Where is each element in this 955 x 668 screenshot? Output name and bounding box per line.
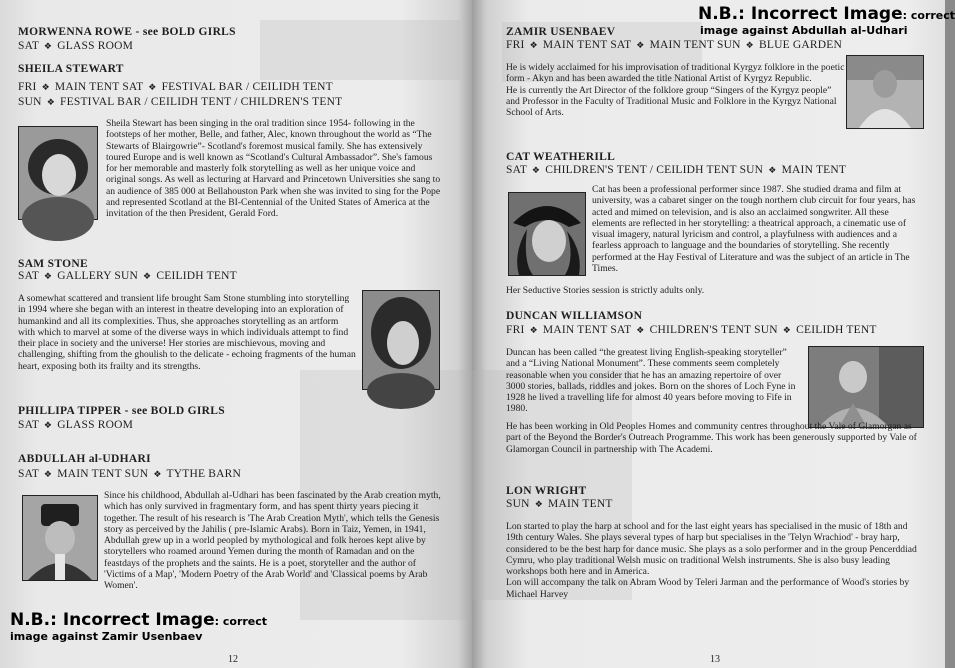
portrait-image <box>19 127 97 219</box>
venue-label: GALLERY SUN <box>54 270 142 282</box>
portrait-image <box>809 347 923 427</box>
portrait-image <box>847 56 923 128</box>
incorrect-image-notice <box>698 4 955 37</box>
photo-sheila-stewart <box>18 126 98 220</box>
show-through-shadow <box>260 20 460 80</box>
entry-name-morwenna-rowe: MORWENNA ROWE - see BOLD GIRLS <box>18 26 236 38</box>
venue-label: MAIN TENT SAT <box>539 324 635 336</box>
entry-body <box>506 521 918 600</box>
notice-heading: N.B.: Incorrect Image <box>10 610 215 630</box>
notice-detail: image against Zamir Usenbaev <box>10 630 203 643</box>
diamond-bullet-icon: ❖ <box>43 469 53 479</box>
entry-body <box>18 293 356 372</box>
incorrect-image-notice <box>10 610 267 643</box>
day-label: SAT <box>18 468 42 480</box>
venue-label: FESTIVAL BAR / CEILIDH TENT / CHILDREN'S TENT <box>56 96 343 108</box>
bio-text: Sheila Stewart has been singing in the oral tradition since 1954- following in the footsteps of her mother, Belle, and father, Alec, known throughout the world as “The Stewarts of Blairgowrie”- Scotland's foremost musical family. She has extensively toured Europe and is well known as “Scotland's Cultural Ambassador”. She's famous for her memorable and masterly folk storytelling as well as her unique voice and original songs. As well as lecturing at Harvard and Princetown Universities she sang to an audience of 385 000 at Bellahouston Park when she was invited to sing for the Pope and represented Scotland at the BI-Centennial of the United States of America at the invitation of the then President, Gerald Ford. <box>106 118 441 220</box>
venue-label: CHILDREN'S TENT SUN <box>646 324 781 336</box>
page-number: 13 <box>710 654 720 665</box>
entry-name-cat-weatherill: CAT WEATHERILL <box>506 151 616 163</box>
entry-schedule <box>506 324 877 336</box>
entry-schedule <box>506 39 842 51</box>
entry-schedule <box>506 498 613 510</box>
photo-zamir-usenbaev <box>846 55 924 129</box>
venue-label: TYTHE BARN <box>163 468 242 480</box>
portrait-image <box>363 291 439 389</box>
entry-name-lon-wright: LON WRIGHT <box>506 485 587 497</box>
notice-suffix: : correct <box>902 9 955 22</box>
day-label: SAT <box>18 270 42 282</box>
diamond-bullet-icon: ❖ <box>43 41 53 51</box>
entry-schedule <box>18 468 241 480</box>
entry-schedule <box>18 81 333 93</box>
entry-schedule <box>18 270 237 282</box>
venue-label: BLUE GARDEN <box>755 39 843 51</box>
notice-detail: image against Abdullah al-Udhari <box>700 24 908 37</box>
day-label: FRI <box>506 39 528 51</box>
diamond-bullet-icon: ❖ <box>782 325 792 335</box>
bio-text: He is widely acclaimed for his improvisation of traditional Kyrgyz folklore in the poetic form - Akyn and has been awarded the title National Artist of Kyrgyz Republic. <box>506 62 845 85</box>
photo-duncan-williamson <box>808 346 924 428</box>
venue-label: MAIN TENT SUN <box>54 468 152 480</box>
diamond-bullet-icon: ❖ <box>531 165 541 175</box>
portrait-image <box>509 193 585 275</box>
bio-text: Lon will accompany the talk on Abram Wood by Teleri Jarman and the performance of Wood's stories by Michael Harvey <box>506 577 910 600</box>
venue-label: MAIN TENT <box>544 498 613 510</box>
entry-schedule <box>18 96 342 108</box>
diamond-bullet-icon: ❖ <box>41 82 50 92</box>
entry-body <box>592 184 922 274</box>
venue-label: MAIN TENT <box>778 164 847 176</box>
day-label: FRI <box>506 324 528 336</box>
venue-label: CEILIDH TENT <box>793 324 877 336</box>
bio-text: Duncan has been called “the greatest living English-speaking storyteller” and a “Living National Monument”. These comments seem completely reasonable when you consider that he has an amazing repertoire of over 3000 stories, ballads, riddles and jokes. Born on the shores of Loch Fyne in 1928 he lived a travelling life for almost 40 years before moving to Fife in 1980. <box>506 347 796 415</box>
diamond-bullet-icon: ❖ <box>148 82 157 92</box>
diamond-bullet-icon: ❖ <box>46 97 55 107</box>
entry-schedule <box>506 164 846 176</box>
entry-body <box>106 118 442 220</box>
notice-suffix: : correct <box>214 615 268 628</box>
bio-text: He has been working in Old Peoples Homes and community centres throughout the Vale of Glamorgan as part of the Beyond the Border's Outreach Programme. This work has been generously supported by Vale of Glamorgan Council in partnership with The Academi. <box>506 421 917 455</box>
bio-text: Lon started to play the harp at school and for the last eight years has specialised in the music of 18th and 19th century Wales. She plays several types of harp but specialises in the 'Telyn Wrachiod' - bray harp, considered to be the best harp for dance music. She plays as a solo performer and in the group Pencerddiad Cymru, who play traditional Welsh music on traditional Welsh instruments. She is also busy leading workshops both here and in America. <box>506 521 917 578</box>
photo-cat-weatherill <box>508 192 586 276</box>
page-number: 12 <box>228 654 238 665</box>
diamond-bullet-icon: ❖ <box>768 165 777 175</box>
venue-label: CEILIDH TENT <box>153 270 237 282</box>
photo-sam-stone <box>362 290 440 390</box>
diamond-bullet-icon: ❖ <box>529 325 538 335</box>
diamond-bullet-icon: ❖ <box>745 40 754 50</box>
venue-label: GLASS ROOM <box>54 40 134 52</box>
day-label: SUN <box>18 96 45 108</box>
diamond-bullet-icon: ❖ <box>534 499 543 509</box>
entry-body <box>506 347 802 415</box>
entry-body <box>506 285 916 296</box>
diamond-bullet-icon: ❖ <box>636 40 645 50</box>
diamond-bullet-icon: ❖ <box>143 271 152 281</box>
bio-text: He is currently the Art Director of the folklore group “Singers of the Kyrgyz people” and Professor in the Faculty of Traditional Music and Folklore in the Kyrgyz National School of Arts. <box>506 84 837 119</box>
diamond-bullet-icon: ❖ <box>43 420 53 430</box>
venue-label: MAIN TENT SAT <box>539 39 635 51</box>
venue-label: FESTIVAL BAR / CEILIDH TENT <box>158 81 333 93</box>
entry-schedule <box>18 40 133 52</box>
diamond-bullet-icon: ❖ <box>636 325 645 335</box>
day-label: SAT <box>18 419 42 431</box>
bio-text: A somewhat scattered and transient life brought Sam Stone stumbling into storytelling in 1994 where she began with an interest in theatre developing into an exploration of humankind and all its complexities. Thus, she approaches storytelling as an artform with which to marvel at some of the diverse ways in which individuals attempt to find their place in society and the universe! Her stories are mischievous, moving and challenging, shifting from the ghoulish to the delicate - echoing fragments of the human heart, exposing both its frailty and its strengths. <box>18 293 356 372</box>
day-label: FRI <box>18 81 40 93</box>
entry-name-duncan-williamson: DUNCAN WILLIAMSON <box>506 310 643 322</box>
entry-name-abdullah-al-udhari: ABDULLAH al-UDHARI <box>18 453 151 465</box>
day-label: SUN <box>506 498 533 510</box>
diamond-bullet-icon: ❖ <box>529 40 538 50</box>
entry-name-zamir-usenbaev: ZAMIR USENBAEV <box>506 26 616 38</box>
venue-label: MAIN TENT SAT <box>51 81 147 93</box>
photo-abdullah-al-udhari <box>22 495 98 581</box>
venue-label: MAIN TENT SUN <box>646 39 744 51</box>
entry-name-sheila-stewart: SHEILA STEWART <box>18 63 124 75</box>
right-page <box>472 0 955 668</box>
entry-name-phillipa-tipper: PHILLIPA TIPPER - see BOLD GIRLS <box>18 405 225 417</box>
left-page <box>0 0 472 668</box>
venue-label: CHILDREN'S TENT / CEILIDH TENT SUN <box>542 164 767 176</box>
entry-body <box>104 490 444 592</box>
bio-text: Her Seductive Stories session is strictly adults only. <box>506 285 705 296</box>
day-label: SAT <box>506 164 530 176</box>
portrait-image <box>23 496 97 580</box>
entry-body <box>506 62 846 118</box>
bio-text: Since his childhood, Abdullah al-Udhari has been fascinated by the Arab creation myth, which has only survived in fragmentary form, and has spent thirty years piecing it together. The result of his research is 'The Arab Creation Myth', which tells the Genesis story as perceived by the Jahilis ( pre-Islamic Arabs). Born in Taiz, Yemen, in 1941, Abdullah grew up in a world peopled by mythological and folk heroes kept alive by storytellers who roamed around Yemen during the month of Ramadan and on the feastdays of the prophets and the saints. He is a poet, storyteller and the author of 'Victims of a Map', 'Modern Poetry of the Arab World' and 'Classical poems by Arab Women'. <box>104 490 441 592</box>
entry-body <box>506 421 918 455</box>
notice-heading: N.B.: Incorrect Image <box>698 4 903 24</box>
bio-text: Cat has been a professional performer since 1987. She studied drama and film at university, was a cabaret singer on the tough northern club circuit for four years, has acted and mimed on television, and is also an acclaimed songwriter. All these elements are reflected in her storytelling: a theatrical approach, a cinematic use of visual imagery, natural lyricism and control, a playfulness with audiences and a fearless approach to language and the boundaries of storytelling. She recently performed at the Hay Festival of Literature and was the subject of an article in The Times. <box>592 184 916 275</box>
diamond-bullet-icon: ❖ <box>43 271 53 281</box>
day-label: SAT <box>18 40 42 52</box>
entry-name-sam-stone: SAM STONE <box>18 258 88 270</box>
entry-schedule <box>18 419 133 431</box>
venue-label: GLASS ROOM <box>54 419 134 431</box>
diamond-bullet-icon: ❖ <box>153 469 162 479</box>
